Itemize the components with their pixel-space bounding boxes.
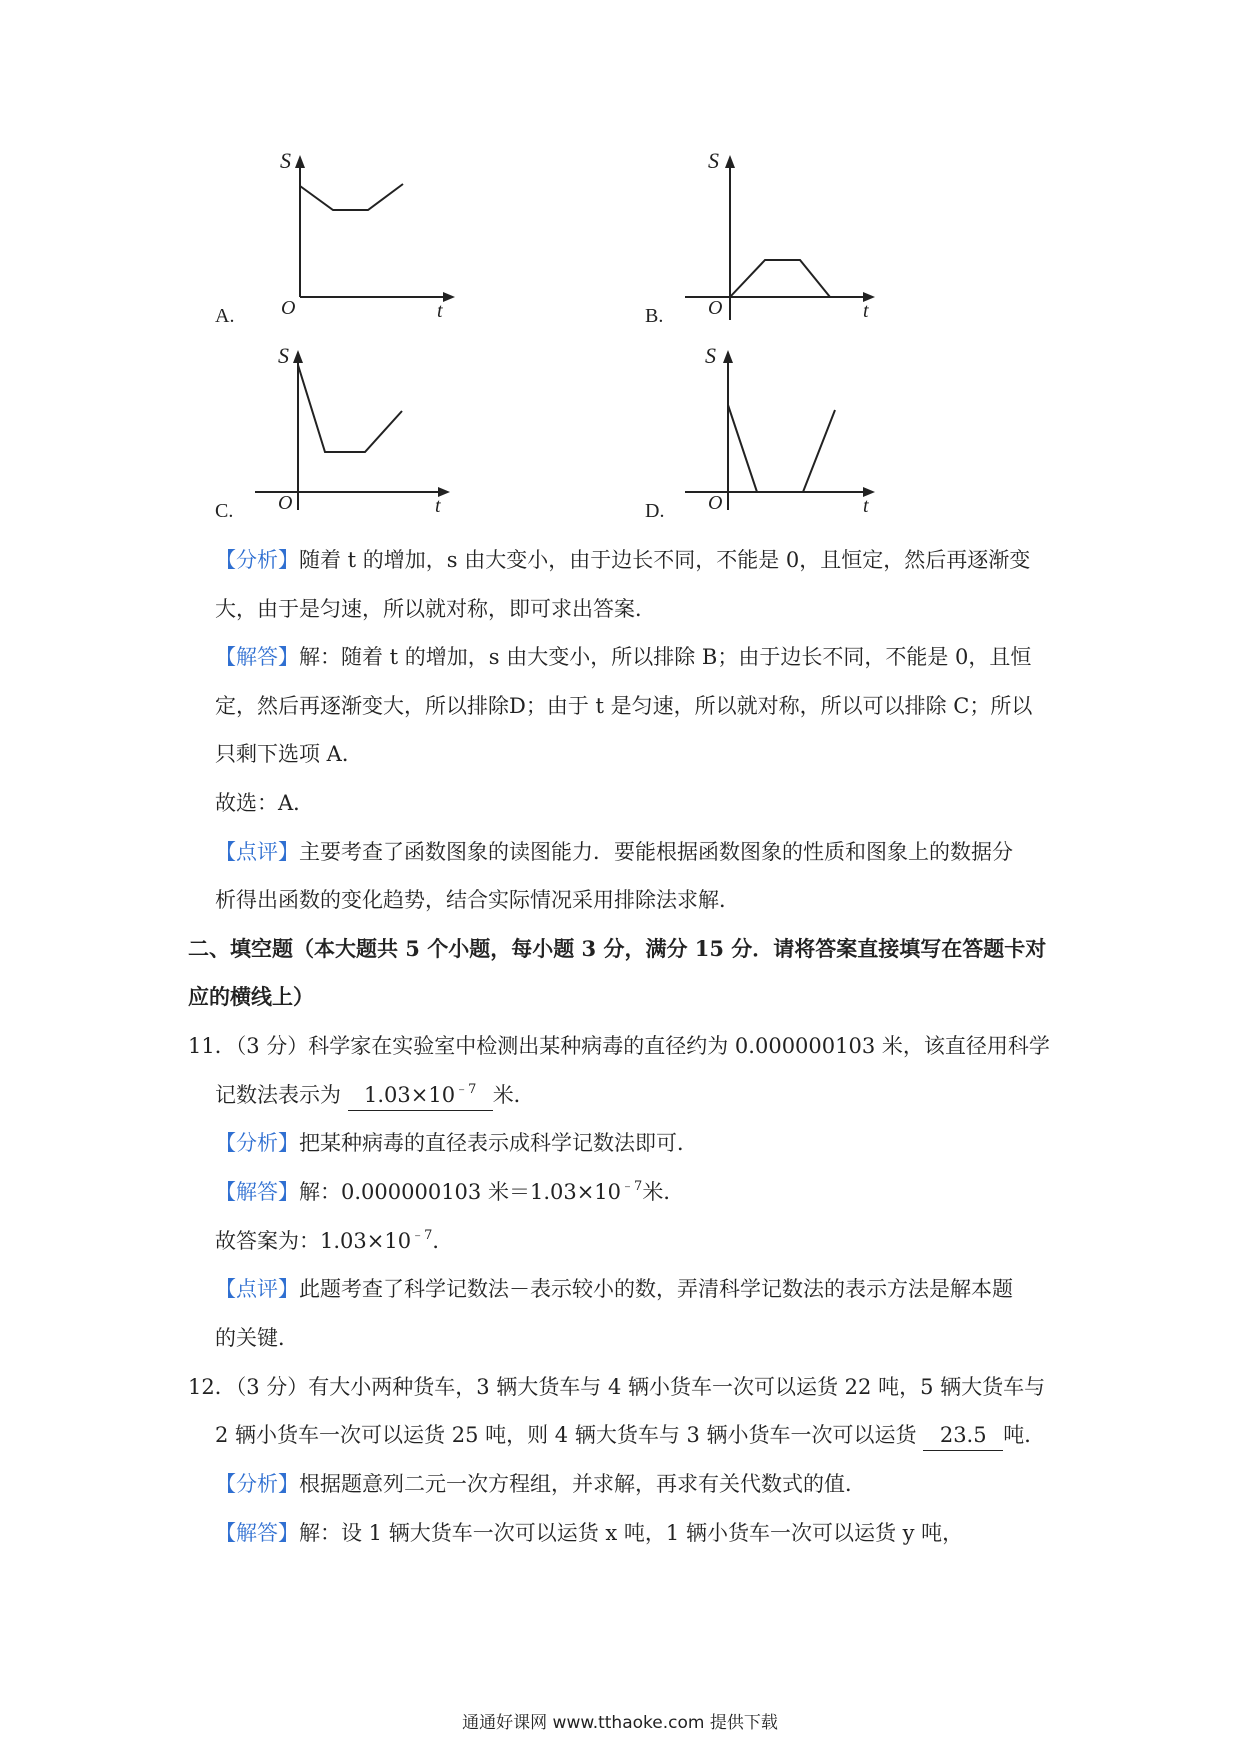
graph-a-x-label: t <box>437 300 443 322</box>
analysis-tag: 【分析】 <box>215 1131 299 1155</box>
y-arrow-icon <box>293 350 303 363</box>
q11-comment-line2: 的关键． <box>215 1326 299 1350</box>
option-c-label: C. <box>215 500 234 522</box>
graph-b-curve <box>730 260 830 297</box>
graph-b-origin: O <box>708 297 723 319</box>
q11-stem-line2: 记数法表示为 $1.03\times 10^{﹣7}$ 米． <box>215 1080 535 1111</box>
analysis-tag: 【分析】 <box>215 1472 299 1496</box>
graph-c-svg <box>255 355 515 535</box>
q12-answer-line1: 【解答】解：设 1 辆大货车一次可以运货 x 吨，1 辆小货车一次可以运货 y 吨， <box>215 1521 964 1545</box>
section-title-line1: 二、填空题（本大题共 5 个小题，每小题 3 分，满分 15 分．请将答案直接填写在答题卡对 <box>188 936 1047 961</box>
option-a-label: A. <box>215 305 235 327</box>
answer-tag: 【解答】 <box>215 1521 299 1545</box>
graph-b-y-label: S <box>708 148 719 173</box>
graph-c-origin: O <box>278 492 293 514</box>
q12-stem-line1: 12．（3 分）有大小两种货车，3 辆大货车与 4 辆小货车一次可以运货 22 吨，5 辆大货车与 <box>188 1375 1046 1399</box>
graph-d-x-label: t <box>863 495 869 517</box>
x-arrow-icon <box>443 292 455 302</box>
answer-tag: 【解答】 <box>215 645 299 669</box>
graph-option-d <box>685 355 945 535</box>
q10-analysis-line1: 【分析】随着 t 的增加，s 由大变小，由于边长不同，不能是 0，且恒定，然后再逐渐变 <box>215 548 1031 572</box>
graph-option-b <box>685 160 945 340</box>
q12-answer-blank: 23.5 <box>923 1420 1003 1451</box>
graph-option-c <box>255 355 515 535</box>
comment-tag: 【点评】 <box>215 840 299 864</box>
q12-stem-line2: 2 辆小货车一次可以运货 25 吨，则 4 辆大货车与 3 辆小货车一次可以运货 23.5 吨． <box>215 1420 1045 1451</box>
graph-a-curve <box>300 184 403 210</box>
q11-final-answer: 故答案为：$1.03\times 10^{﹣7}$． <box>215 1228 454 1253</box>
q10-answer-line3: 只剩下选项 A． <box>215 742 363 766</box>
graph-d-origin: O <box>708 492 723 514</box>
page-footer: 通通好课网 www.tthaoke.com 提供下载 <box>462 1713 778 1733</box>
y-arrow-icon <box>725 155 735 168</box>
graph-b-x-label: t <box>863 300 869 322</box>
q10-analysis-line2: 大，由于是匀速，所以就对称，即可求出答案． <box>215 597 656 621</box>
y-arrow-icon <box>295 155 305 168</box>
graph-d-y-label: S <box>705 343 716 368</box>
option-b-label: B. <box>645 305 664 327</box>
graph-c-y-label: S <box>278 343 289 368</box>
graph-a-y-label: S <box>280 148 291 173</box>
q10-answer-line2: 定，然后再逐渐变大，所以排除D；由于 t 是匀速，所以就对称，所以可以排除 C；所以 <box>215 694 1033 718</box>
section-title-line2: 应的横线上） <box>188 984 314 1009</box>
q11-stem-line1: 11．（3 分）科学家在实验室中检测出某种病毒的直径约为 0.000000103 米，该直径用科学 <box>188 1034 1050 1058</box>
q10-answer-line1: 【解答】解：随着 t 的增加，s 由大变小，所以排除 B；由于边长不同，不能是 0，且恒 <box>215 645 1032 669</box>
option-d-label: D. <box>645 500 665 522</box>
q11-answer: 【解答】解：0.000000103 米$=1.03\times 10^{﹣7}$米． <box>215 1179 685 1204</box>
y-arrow-icon <box>723 350 733 363</box>
q10-choice: 故选：A． <box>215 791 315 815</box>
q12-analysis: 【分析】根据题意列二元一次方程组，并求解，再求有关代数式的值． <box>215 1472 866 1496</box>
q11-analysis: 【分析】把某种病毒的直径表示成科学记数法即可． <box>215 1131 698 1155</box>
q10-comment-line1: 【点评】主要考查了函数图象的读图能力．要能根据函数图象的性质和图象上的数据分 <box>215 840 1013 864</box>
graph-a-origin: O <box>281 297 296 319</box>
graph-d-svg <box>685 355 945 535</box>
graph-c-curve <box>298 365 402 452</box>
graph-d-curve <box>728 405 835 492</box>
q10-comment-line2: 析得出函数的变化趋势，结合实际情况采用排除法求解． <box>215 888 740 912</box>
graph-c-x-label: t <box>435 495 441 517</box>
q11-answer-blank: $1.03\times 10^{﹣7}$ <box>348 1080 493 1111</box>
graph-b-svg <box>685 160 945 340</box>
analysis-tag: 【分析】 <box>215 548 299 572</box>
comment-tag: 【点评】 <box>215 1277 299 1301</box>
answer-tag: 【解答】 <box>215 1180 299 1204</box>
q11-comment-line1: 【点评】此题考查了科学记数法－表示较小的数，弄清科学记数法的表示方法是解本题 <box>215 1277 1013 1301</box>
